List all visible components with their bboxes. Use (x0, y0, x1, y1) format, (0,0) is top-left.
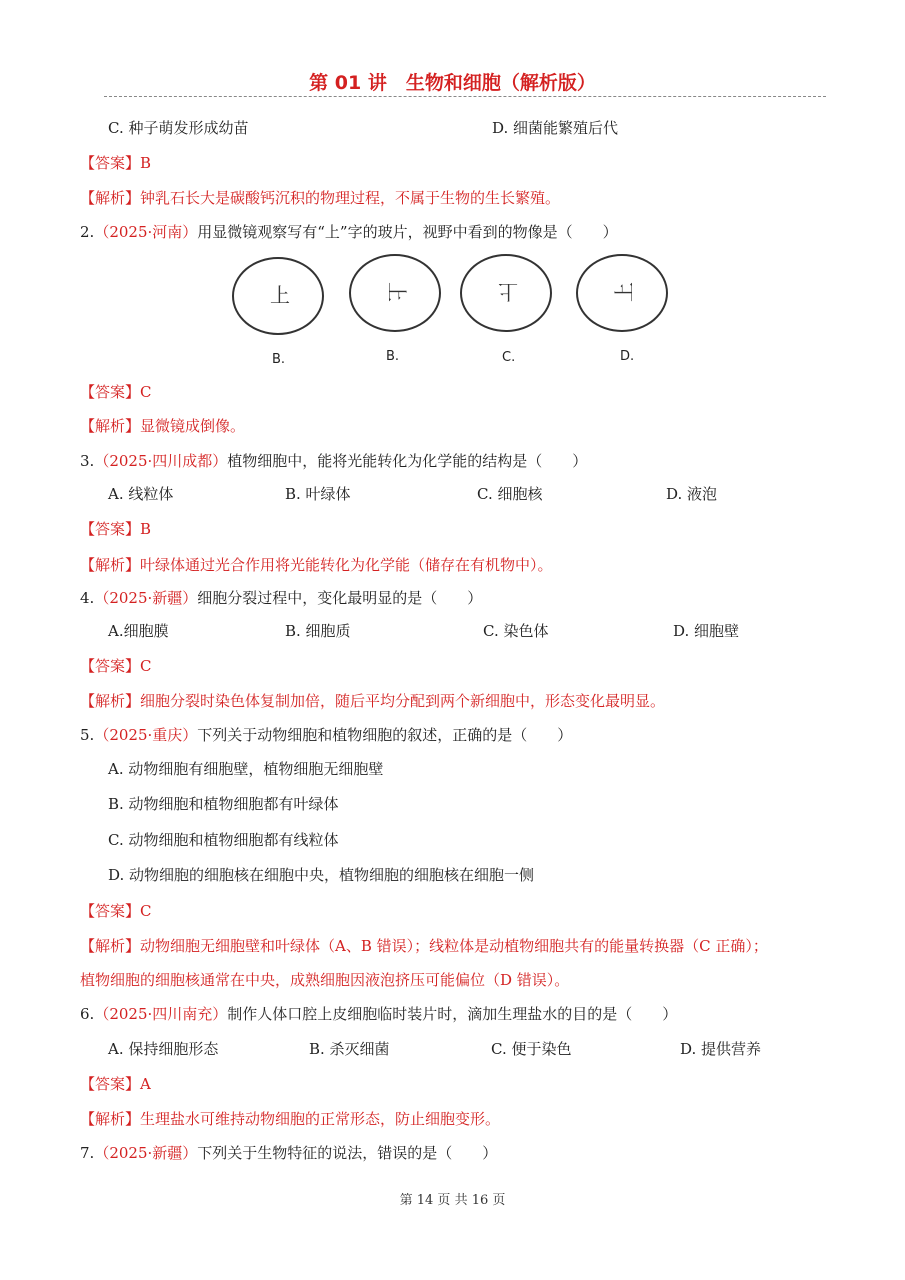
q5-option-c: C. 动物细胞和植物细胞都有线粒体 (108, 831, 339, 849)
q2-option-image-1 (232, 257, 324, 335)
answer-value: C (140, 383, 152, 401)
q6-analysis-line (80, 1109, 500, 1129)
q4-option-a: A.细胞膜 (108, 622, 169, 640)
q2-stem-line (80, 222, 618, 242)
q4-option-c: C. 染色体 (483, 622, 549, 640)
q3-option-d: D. 液泡 (666, 485, 718, 503)
q2-answer-line (80, 382, 152, 402)
answer-value: A (140, 1075, 151, 1093)
analysis-text: 动物细胞无细胞壁和叶绿体（A、B 错误）；线粒体是动植物细胞共有的能量转换器（C 正确）； (140, 937, 768, 955)
answer-tag: 【答案】 (80, 383, 141, 401)
q6-stem-line (80, 1004, 677, 1024)
q6-answer-line (80, 1074, 151, 1094)
answer-value: B (140, 520, 152, 538)
answer-tag: 【答案】 (80, 1075, 141, 1093)
q2-image-glyph: 上 (612, 282, 636, 302)
question-stem: 下列关于生物特征的说法，错误的是（ ） (197, 1144, 498, 1162)
q4-analysis-line (80, 691, 665, 711)
q2-image-glyph: 上 (270, 283, 290, 307)
q2-image-glyph: 上 (385, 282, 409, 302)
q5-answer-line (80, 901, 152, 921)
q4-answer-line (80, 656, 152, 676)
analysis-tag: 【解析】 (80, 417, 141, 435)
question-source: （2025·重庆） (94, 726, 198, 744)
q3-answer-line (80, 519, 151, 539)
q4-stem-line (80, 588, 482, 608)
question-number: 5. (80, 726, 95, 744)
analysis-tag: 【解析】 (80, 937, 141, 955)
q2-image-label-3: C. (502, 350, 516, 365)
question-number: 2. (80, 223, 95, 241)
q2-option-image-4 (576, 254, 668, 332)
question-number: 7. (80, 1144, 95, 1162)
q3-analysis-line (80, 555, 553, 575)
question-stem: 用显微镜观察写有“上”字的玻片，视野中看到的物像是（ ） (197, 223, 618, 241)
q5-stem-line (80, 725, 572, 745)
q4-option-b: B. 细胞质 (285, 622, 351, 640)
q1-option-d: D. 细菌能繁殖后代 (492, 119, 619, 137)
answer-tag: 【答案】 (80, 520, 141, 538)
q6-option-b: B. 杀灭细菌 (309, 1040, 390, 1058)
question-stem: 制作人体口腔上皮细胞临时装片时，滴加生理盐水的目的是（ ） (227, 1005, 678, 1023)
q2-analysis-line (80, 416, 245, 436)
q1-answer-line (80, 153, 151, 173)
q2-option-image-2 (349, 254, 441, 332)
header-divider (104, 96, 826, 97)
analysis-text: 生理盐水可维持动物细胞的正常形态，防止细胞变形。 (140, 1110, 501, 1128)
q2-image-label-1: B. (272, 352, 286, 367)
question-source: （2025·新疆） (94, 589, 198, 607)
q6-option-c: C. 便于染色 (491, 1040, 572, 1058)
q3-stem-line (80, 451, 587, 471)
question-source: （2025·四川成都） (94, 452, 228, 470)
q6-option-d: D. 提供营养 (680, 1040, 762, 1058)
answer-tag: 【答案】 (80, 154, 141, 172)
answer-value: B (140, 154, 152, 172)
analysis-text: 钟乳石长大是碳酸钙沉积的物理过程，不属于生物的生长繁殖。 (140, 189, 561, 207)
q5-option-d: D. 动物细胞的细胞核在细胞中央，植物细胞的细胞核在细胞一侧 (108, 866, 535, 884)
question-stem: 植物细胞中，能将光能转化为化学能的结构是（ ） (227, 452, 588, 470)
q1-analysis-line (80, 188, 560, 208)
q6-option-a: A. 保持细胞形态 (108, 1040, 219, 1058)
question-number: 6. (80, 1005, 95, 1023)
q2-image-label-4: D. (620, 349, 635, 364)
q4-option-d: D. 细胞壁 (673, 622, 740, 640)
q3-option-a: A. 线粒体 (108, 485, 174, 503)
q5-analysis-line-2: 植物细胞的细胞核通常在中央，成熟细胞因液泡挤压可能偏位（D 错误）。 (80, 971, 570, 989)
analysis-text: 细胞分裂时染色体复制加倍，随后平均分配到两个新细胞中，形态变化最明显。 (140, 692, 666, 710)
q2-image-glyph: 上 (498, 280, 518, 304)
page-footer: 第 14 页 共 16 页 (399, 1193, 506, 1208)
question-stem: 细胞分裂过程中，变化最明显的是（ ） (197, 589, 483, 607)
q7-stem-line (80, 1143, 497, 1163)
analysis-text: 显微镜成倒像。 (140, 417, 246, 435)
analysis-tag: 【解析】 (80, 692, 141, 710)
analysis-tag: 【解析】 (80, 189, 141, 207)
q5-option-b: B. 动物细胞和植物细胞都有叶绿体 (108, 795, 339, 813)
q5-analysis-line (80, 936, 768, 956)
analysis-tag: 【解析】 (80, 556, 141, 574)
page-title: 第 01 讲 生物和细胞（解析版） (309, 72, 596, 94)
q2-option-image-3 (460, 254, 552, 332)
answer-tag: 【答案】 (80, 657, 141, 675)
q3-option-b: B. 叶绿体 (285, 485, 351, 503)
question-number: 4. (80, 589, 95, 607)
question-source: （2025·河南） (94, 223, 198, 241)
question-source: （2025·四川南充） (94, 1005, 228, 1023)
q1-option-c: C. 种子萌发形成幼苗 (108, 119, 249, 137)
q3-option-c: C. 细胞核 (477, 485, 543, 503)
q2-image-label-2: B. (386, 349, 400, 364)
q5-option-a: A. 动物细胞有细胞壁，植物细胞无细胞壁 (108, 760, 384, 778)
answer-value: C (140, 657, 152, 675)
question-source: （2025·新疆） (94, 1144, 198, 1162)
analysis-text: 叶绿体通过光合作用将光能转化为化学能（储存在有机物中）。 (140, 556, 553, 574)
analysis-tag: 【解析】 (80, 1110, 141, 1128)
answer-value: C (140, 902, 152, 920)
answer-tag: 【答案】 (80, 902, 141, 920)
question-number: 3. (80, 452, 95, 470)
question-stem: 下列关于动物细胞和植物细胞的叙述，正确的是（ ） (197, 726, 573, 744)
